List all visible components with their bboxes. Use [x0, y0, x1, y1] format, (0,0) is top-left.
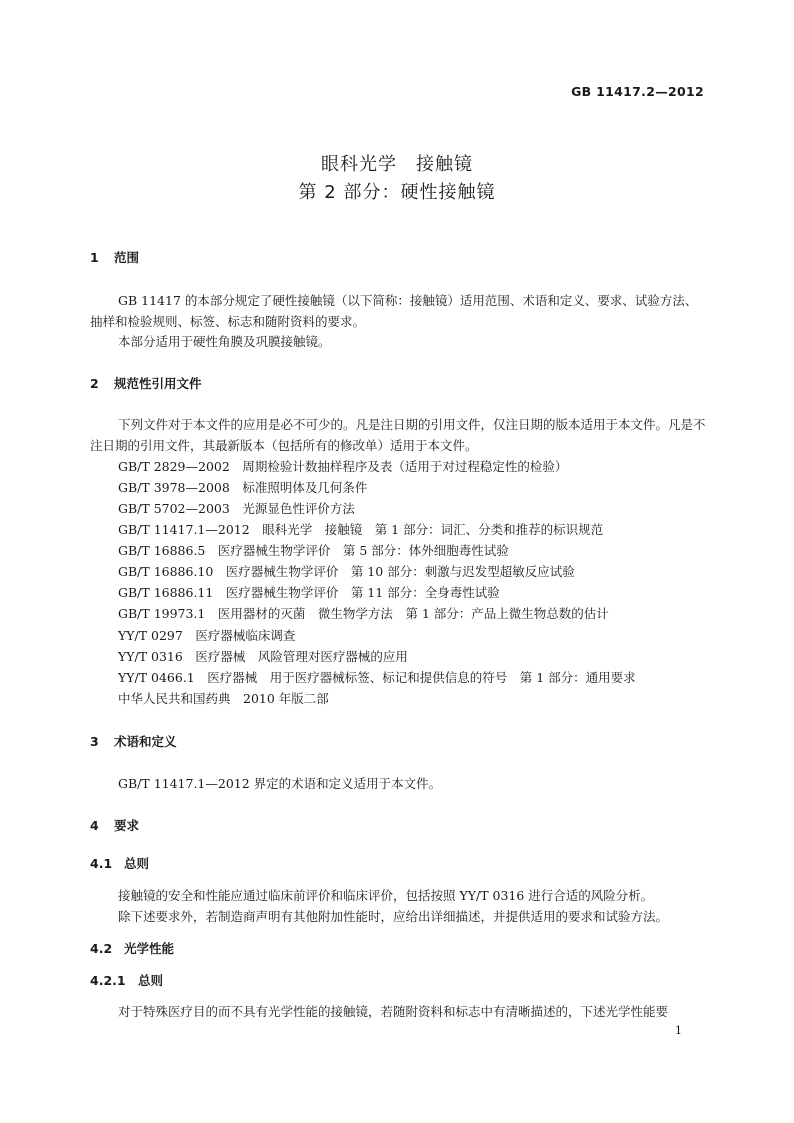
document-title: 眼科光学 接触镜 — [321, 154, 473, 175]
subsection-heading-4-2-1 — [90, 971, 163, 989]
section-number: 1 — [90, 250, 99, 265]
reference-item: 中华人民共和国药典 2010 年版二部 — [118, 691, 329, 706]
reference-item: GB/T 3978—2008 标准照明体及几何条件 — [118, 480, 368, 495]
section-number: 2 — [90, 376, 99, 391]
scope-applicability: 本部分适用于硬性角膜及巩膜接触镜。 — [118, 334, 331, 349]
standard-number: GB 11417.2—2012 — [571, 84, 704, 99]
section-number: 4.1 — [90, 856, 113, 871]
reference-item: YY/T 0297 医疗器械临床调查 — [118, 628, 296, 643]
section-heading-1 — [90, 248, 139, 266]
reference-item: GB/T 11417.1—2012 眼科光学 接触镜 第 1 部分：词汇、分类和推荐的标识规范 — [118, 522, 604, 537]
reference-item: GB/T 16886.10 医疗器械生物学评价 第 10 部分：刺激与迟发型超敏反应试验 — [118, 564, 575, 579]
section-title: 规范性引用文件 — [114, 376, 202, 391]
section-title: 总则 — [124, 856, 150, 871]
section-heading-2 — [90, 374, 202, 392]
section-heading-4 — [90, 816, 139, 834]
reference-item: YY/T 0466.1 医疗器械 用于医疗器械标签、标记和提供信息的符号 第 1 部分：通用要求 — [118, 670, 636, 685]
reference-item: GB/T 5702—2003 光源显色性评价方法 — [118, 501, 355, 516]
terms-paragraph: GB/T 11417.1—2012 界定的术语和定义适用于本文件。 — [118, 776, 442, 791]
general-paragraph-1: 接触镜的安全和性能应通过临床前评价和临床评价，包括按照 YY/T 0316 进行合适的风险分析。 — [118, 888, 654, 903]
section-title: 范围 — [114, 250, 140, 265]
reference-item: GB/T 2829—2002 周期检验计数抽样程序及表（适用于对过程稳定性的检验） — [118, 459, 568, 474]
section-number: 4.2 — [90, 941, 113, 956]
page-number: 1 — [675, 1024, 682, 1037]
subsection-heading-4-1 — [90, 854, 149, 872]
reference-item: GB/T 16886.11 医疗器械生物学评价 第 11 部分：全身毒性试验 — [118, 585, 500, 600]
general-paragraph-2: 除下述要求外，若制造商声明有其他附加性能时，应给出详细描述，并提供适用的要求和试验方法。 — [118, 909, 669, 924]
references-intro: 下列文件对于本文件的应用是必不可少的。凡是注日期的引用文件，仅注日期的版本适用于本文件。凡是不注日期的引用文件，其最新版本（包括所有的修改单）适用于本文件。 — [90, 417, 706, 453]
subsection-heading-4-2 — [90, 939, 174, 957]
section-title: 总则 — [138, 973, 164, 988]
optical-general-paragraph: 对于特殊医疗目的而不具有光学性能的接触镜，若随附资料和标志中有清晰描述的，下述光学性能要 — [118, 1004, 669, 1019]
section-number: 4.2.1 — [90, 973, 126, 988]
document-subtitle: 第 2 部分：硬性接触镜 — [298, 182, 496, 203]
section-number: 3 — [90, 734, 99, 749]
reference-item: GB/T 16886.5 医疗器械生物学评价 第 5 部分：体外细胞毒性试验 — [118, 543, 509, 558]
section-title: 光学性能 — [124, 941, 175, 956]
section-number: 4 — [90, 818, 99, 833]
section-heading-3 — [90, 732, 177, 750]
section-title: 要求 — [114, 818, 140, 833]
reference-item: YY/T 0316 医疗器械 风险管理对医疗器械的应用 — [118, 649, 408, 664]
reference-item: GB/T 19973.1 医用器材的灭菌 微生物学方法 第 1 部分：产品上微生物总数的估计 — [118, 606, 609, 621]
scope-paragraph: GB 11417 的本部分规定了硬性接触镜（以下简称：接触镜）适用范围、术语和定义、要求、试验方法、抽样和检验规则、标签、标志和随附资料的要求。 — [90, 293, 698, 329]
section-title: 术语和定义 — [114, 734, 177, 749]
